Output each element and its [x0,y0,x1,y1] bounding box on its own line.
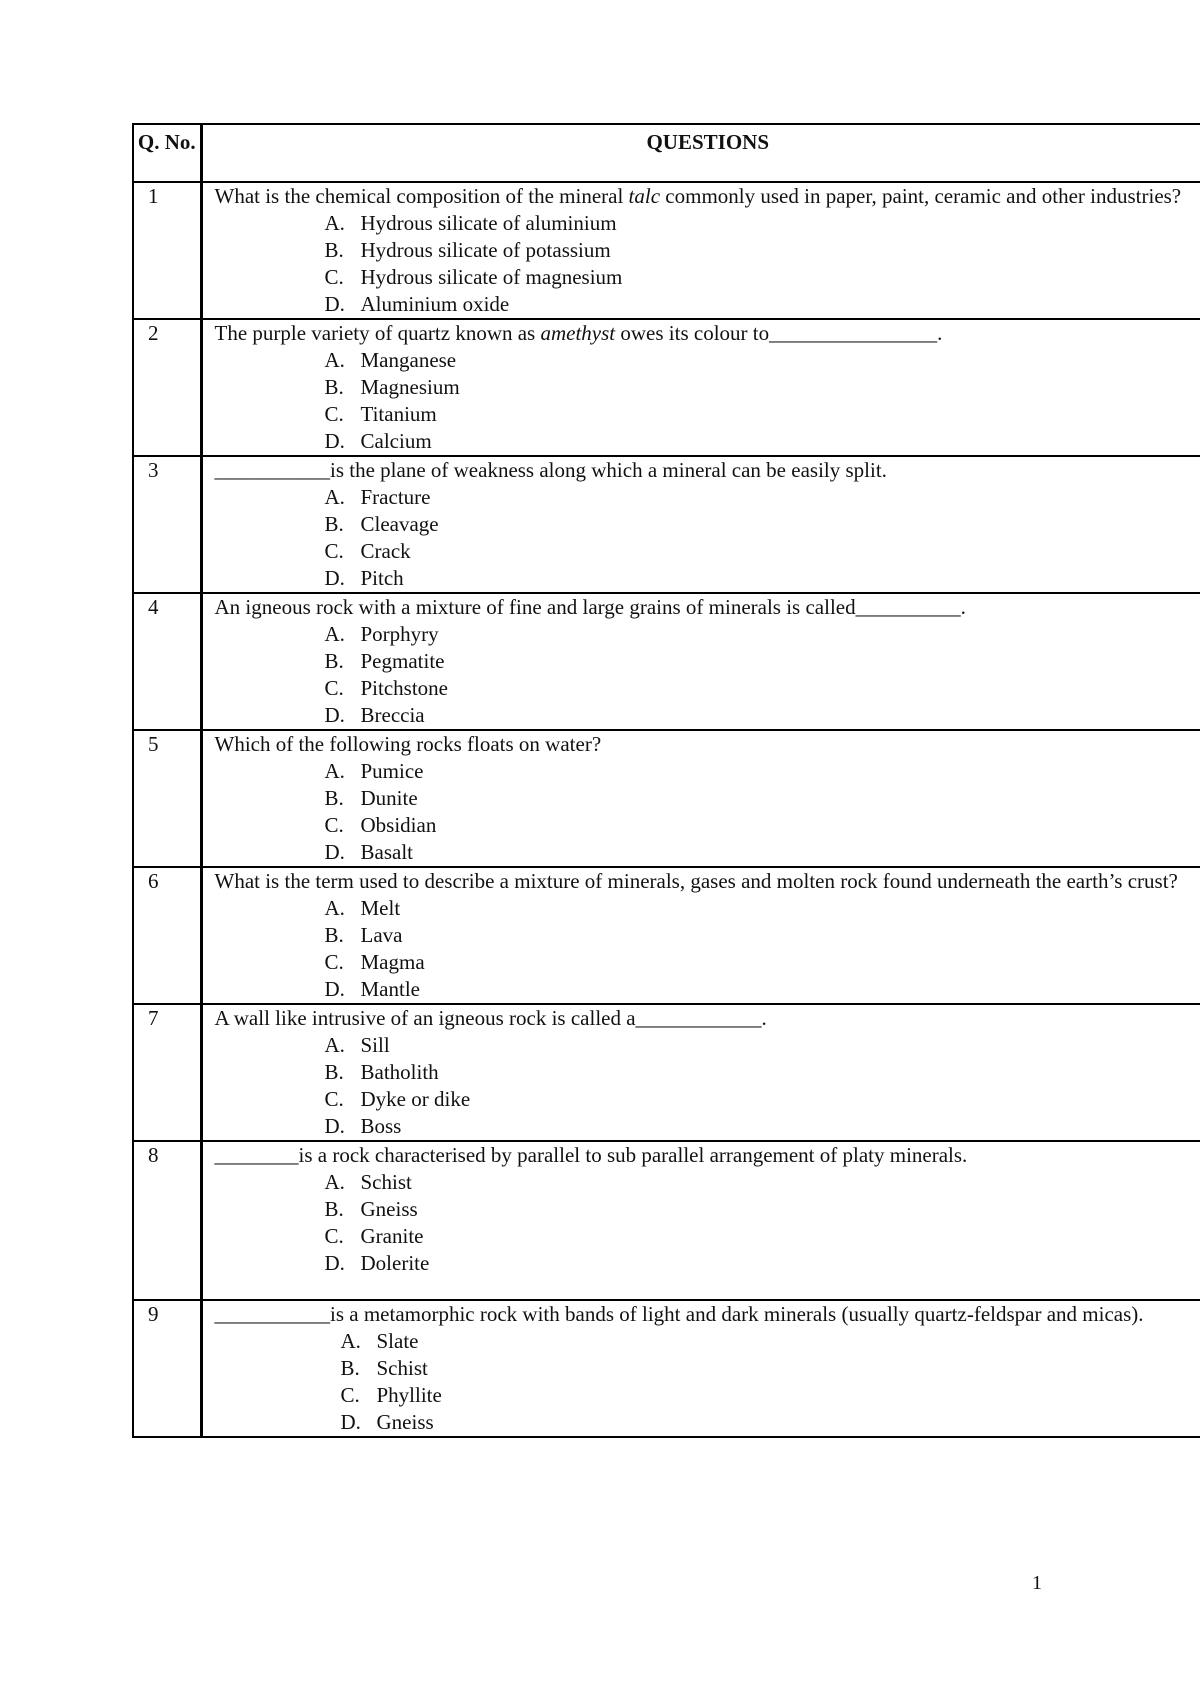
option-text: Magnesium [360,375,460,399]
question-text-start: ___________is a metamorphic rock with bands of light and dark minerals (usually quartz-feldspar and micas). [214,1302,1144,1326]
question-row [133,593,1200,730]
option-text: Porphyry [360,622,439,646]
option-list [215,895,1200,1003]
option-item [325,812,1200,839]
option-item [325,347,1200,374]
option-item [325,1032,1200,1059]
option-letter: C. [324,676,344,700]
option-letter: D. [340,1410,361,1434]
option-item [325,538,1200,565]
option-item [325,839,1200,866]
option-item [341,1409,1200,1436]
option-item [325,785,1200,812]
question-text [215,594,1200,621]
option-item [325,702,1200,729]
option-text: Fracture [360,485,431,509]
question-row [133,456,1200,593]
option-text: Dolerite [360,1251,430,1275]
question-cell [201,593,1200,730]
question-text-start: What is the term used to describe a mixture of minerals, gases and molten rock found underneath the earth’s crust? [214,869,1178,893]
option-text: Schist [360,1170,412,1194]
question-number: 2 [133,319,201,456]
question-text [215,868,1200,895]
question-text-start: What is the chemical composition of the mineral [214,184,629,208]
option-text: Pegmatite [360,649,445,673]
option-letter: A. [324,1170,345,1194]
option-letter: D. [324,1114,345,1138]
option-letter: B. [324,238,344,262]
option-letter: C. [324,1087,344,1111]
option-text: Aluminium oxide [360,292,510,316]
option-item [325,922,1200,949]
option-item [325,1250,1200,1277]
option-letter: B. [324,512,344,536]
question-cell [201,1300,1200,1437]
option-item [325,895,1200,922]
option-letter: C. [324,813,344,837]
option-text: Hydrous silicate of aluminium [360,211,617,235]
question-number: 7 [133,1004,201,1141]
question-text [215,1301,1200,1328]
option-text: Mantle [360,977,420,1001]
option-item [325,237,1200,264]
option-text: Hydrous silicate of magnesium [360,265,623,289]
option-letter: C. [324,402,344,426]
option-letter: B. [324,786,344,810]
option-text: Slate [376,1329,419,1353]
question-row [133,319,1200,456]
option-list [215,347,1200,455]
option-text: Obsidian [360,813,437,837]
question-text-end: commonly used in paper, paint, ceramic and other industries? [660,184,1182,208]
option-text: Titanium [360,402,437,426]
question-text [215,731,1200,758]
option-letter: C. [324,1224,344,1248]
option-letter: A. [324,1033,345,1057]
option-item [325,1196,1200,1223]
option-item [341,1328,1200,1355]
option-letter: D. [324,1251,345,1275]
page-number: 1 [1032,1572,1042,1594]
question-table [132,123,1200,1438]
option-item [341,1355,1200,1382]
option-item [325,401,1200,428]
option-text: Schist [376,1356,428,1380]
option-text: Calcium [360,429,432,453]
question-term: talc [628,184,661,208]
question-cell [201,867,1200,1004]
question-number: 8 [133,1141,201,1300]
question-cell [201,1141,1200,1300]
option-text: Crack [360,539,411,563]
question-number: 3 [133,456,201,593]
option-text: Pitch [360,566,404,590]
question-list [133,182,1200,1437]
question-cell [201,456,1200,593]
option-list [215,1032,1200,1140]
option-text: Boss [360,1114,402,1138]
option-letter: B. [324,1197,344,1221]
option-text: Phyllite [376,1383,442,1407]
question-text [215,1142,1200,1169]
option-letter: C. [324,265,344,289]
option-text: Batholith [360,1060,439,1084]
question-text-start: ________is a rock characterised by parallel to sub parallel arrangement of platy minerals. [214,1143,968,1167]
option-text: Dyke or dike [360,1087,471,1111]
option-list [215,484,1200,592]
question-cell [201,1004,1200,1141]
option-item [325,484,1200,511]
question-row [133,1300,1200,1437]
option-letter: A. [324,896,345,920]
question-term: amethyst [540,321,616,345]
qno-header: Q. No. [133,124,201,182]
option-item [325,648,1200,675]
option-text: Melt [360,896,401,920]
option-item [325,758,1200,785]
option-text: Manganese [360,348,457,372]
option-item [325,428,1200,455]
question-row [133,1004,1200,1141]
option-item [325,675,1200,702]
option-text: Sill [360,1033,390,1057]
option-text: Granite [360,1224,424,1248]
option-letter: A. [324,348,345,372]
question-number: 9 [133,1300,201,1437]
option-letter: A. [324,211,345,235]
option-letter: B. [324,1060,344,1084]
question-text-end: owes its colour to________________. [615,321,943,345]
option-item [325,1223,1200,1250]
option-list [215,758,1200,866]
option-letter: C. [324,950,344,974]
option-text: Lava [360,923,403,947]
question-text-start: Which of the following rocks floats on water? [214,732,602,756]
option-list [215,1328,1200,1436]
option-text: Dunite [360,786,418,810]
option-letter: B. [324,923,344,947]
option-item [325,1086,1200,1113]
option-item [325,291,1200,318]
option-letter: B. [324,375,344,399]
option-text: Gneiss [360,1197,418,1221]
option-text: Gneiss [376,1410,434,1434]
header-row [133,124,1200,182]
question-text-start: ___________is the plane of weakness along which a mineral can be easily split. [214,458,887,482]
option-letter: B. [324,649,344,673]
option-text: Cleavage [360,512,439,536]
option-letter: A. [324,622,345,646]
option-letter: A. [324,485,345,509]
questions-header: QUESTIONS [201,124,1200,182]
option-item [325,1113,1200,1140]
option-item [325,1059,1200,1086]
option-item [325,374,1200,401]
question-cell [201,730,1200,867]
question-text [215,183,1200,210]
option-item [325,621,1200,648]
question-number: 4 [133,593,201,730]
option-letter: B. [340,1356,360,1380]
option-list [215,621,1200,729]
option-item [325,1169,1200,1196]
question-text [215,1005,1200,1032]
option-list [215,210,1200,318]
question-text-start: The purple variety of quartz known as [214,321,541,345]
option-text: Breccia [360,703,425,727]
question-row [133,867,1200,1004]
option-item [325,565,1200,592]
option-letter: D. [324,703,345,727]
option-letter: D. [324,977,345,1001]
question-number: 5 [133,730,201,867]
question-row [133,730,1200,867]
option-letter: D. [324,429,345,453]
option-item [325,511,1200,538]
option-item [325,210,1200,237]
option-letter: C. [340,1383,360,1407]
question-text-start: A wall like intrusive of an igneous rock is called a____________. [214,1006,767,1030]
question-row [133,1141,1200,1300]
option-text: Hydrous silicate of potassium [360,238,611,262]
option-item [325,949,1200,976]
question-number: 6 [133,867,201,1004]
option-list [215,1169,1200,1277]
option-item [341,1382,1200,1409]
option-letter: D. [324,566,345,590]
option-item [325,976,1200,1003]
question-cell [201,182,1200,319]
option-text: Magma [360,950,425,974]
question-cell [201,319,1200,456]
option-letter: D. [324,292,345,316]
option-letter: C. [324,539,344,563]
question-number: 1 [133,182,201,319]
question-text [215,457,1200,484]
option-text: Basalt [360,840,413,864]
question-text-start: An igneous rock with a mixture of fine and large grains of minerals is called__________. [214,595,966,619]
question-row [133,182,1200,319]
option-text: Pumice [360,759,424,783]
option-letter: D. [324,840,345,864]
option-letter: A. [340,1329,361,1353]
option-letter: A. [324,759,345,783]
question-text [215,320,1200,347]
option-text: Pitchstone [360,676,448,700]
option-item [325,264,1200,291]
